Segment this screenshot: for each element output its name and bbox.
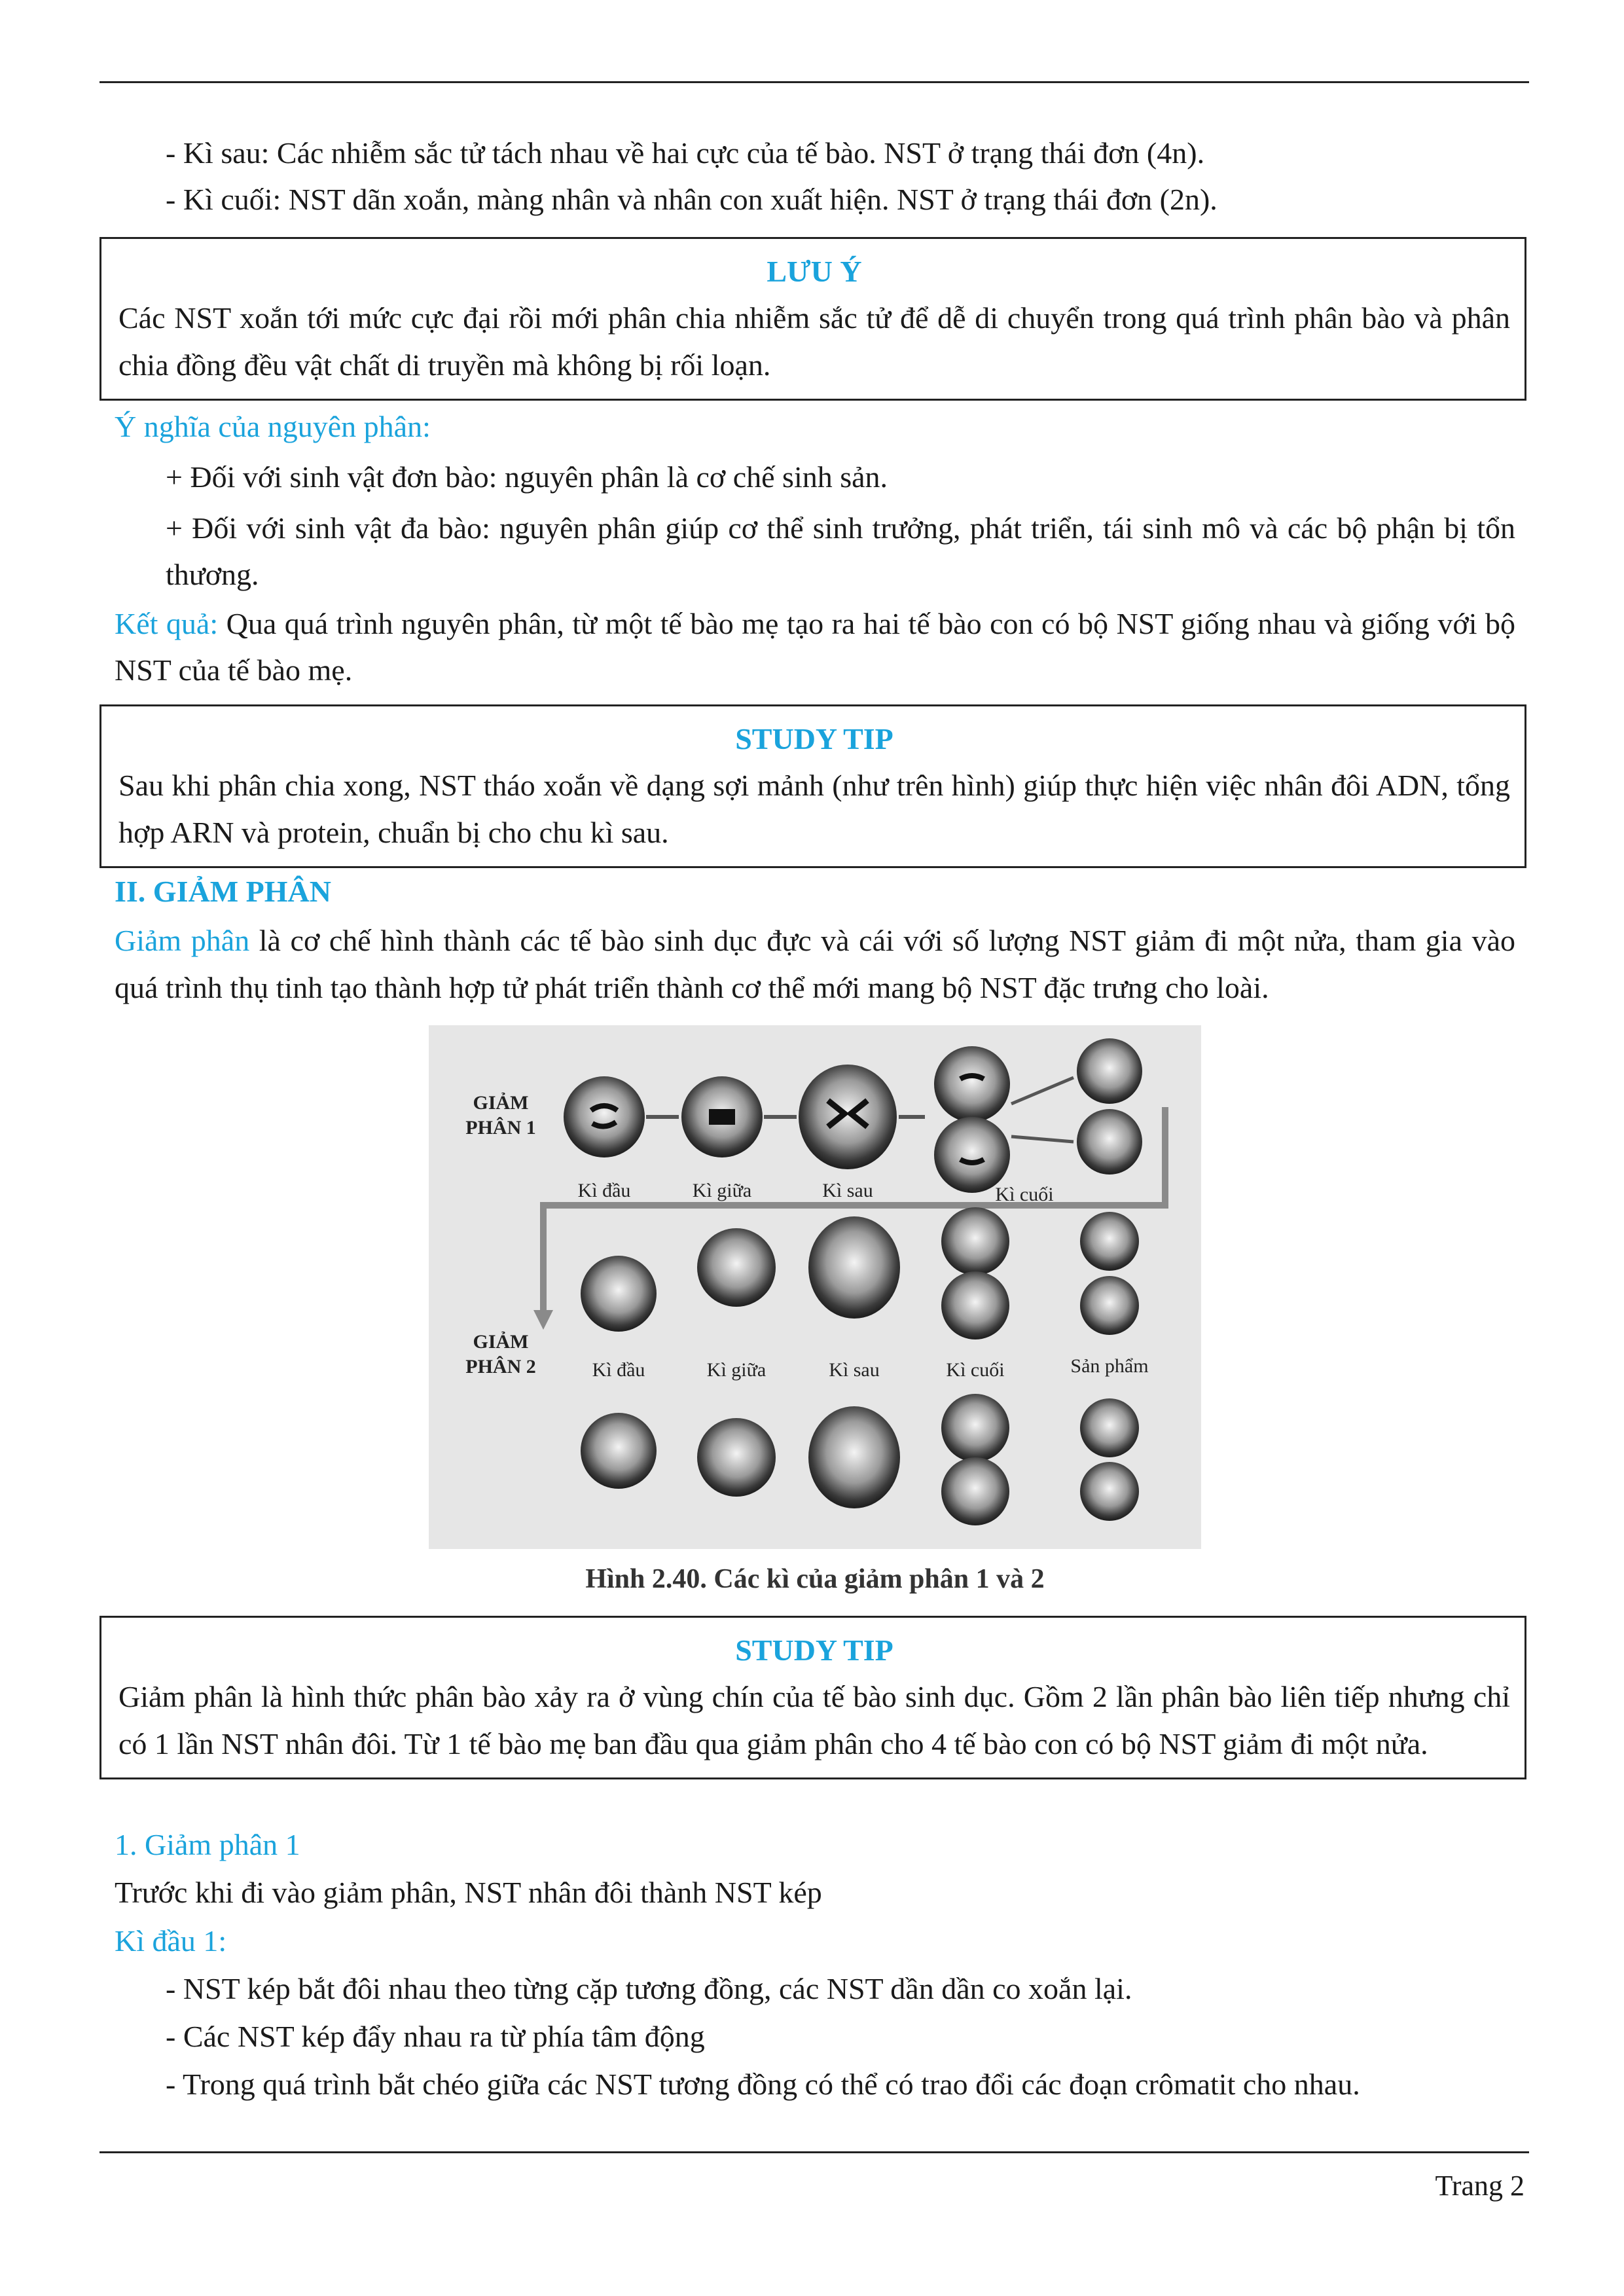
r1-cell-telophase-b xyxy=(934,1117,1010,1193)
prophase1-bullet-3: - Trong quá trình bắt chéo giữa các NST tương đồng có thể có trao đổi các đoạn crômatit cho nhau. xyxy=(166,2068,1360,2102)
header-rule xyxy=(99,81,1529,83)
result-text: Qua quá trình nguyên phân, từ một tế bào mẹ tạo ra hai tế bào con có bộ NST giống nhau và giống với bộ NST của tế bào mẹ. xyxy=(115,607,1516,687)
significance-item-multicellular: + Đối với sinh vật đa bào: nguyên phân giúp cơ thể sinh trưởng, phát triển, tái sinh mô và các bộ phận bị tổn thương. xyxy=(166,511,1515,591)
r1-stage-prophase: Kì đầu xyxy=(577,1180,631,1201)
study-tip-2-title: STUDY TIP xyxy=(735,1633,893,1667)
r1-stage-telophase: Kì cuối xyxy=(995,1184,1054,1205)
r1-cell-prophase xyxy=(564,1076,645,1157)
meiosis-term: Giảm phân xyxy=(115,924,250,958)
row1-label-a: GIẢM xyxy=(473,1092,529,1114)
note-box xyxy=(99,237,1526,401)
meiosis1-section xyxy=(115,1821,1515,2108)
page-number: Trang 2 xyxy=(1435,2170,1525,2202)
r1-cell-product-b xyxy=(1077,1109,1142,1175)
note-box-title: LƯU Ý xyxy=(767,255,862,288)
meiosis-definition xyxy=(115,917,1515,1011)
row2-label-b: PHÂN 2 xyxy=(465,1356,536,1377)
anaphase-telophase-lines xyxy=(115,130,1515,223)
r1-stage-anaphase: Kì sau xyxy=(822,1180,873,1201)
r2-stage-anaphase: Kì sau xyxy=(829,1359,880,1381)
prophase1-heading: Kì đầu 1: xyxy=(115,1923,227,1958)
r2-stage-prophase: Kì đầu xyxy=(592,1359,645,1381)
significance-section xyxy=(115,403,1515,694)
meiosis-heading: II. GIẢM PHÂN xyxy=(115,875,331,908)
study-tip-box-1 xyxy=(99,704,1526,868)
meiosis-diagram xyxy=(429,1025,1201,1549)
meiosis-section xyxy=(115,868,1515,1011)
r2-stage-telophase: Kì cuối xyxy=(946,1359,1005,1381)
study-tip-1-text: Sau khi phân chia xong, NST tháo xoắn về dạng sợi mảnh (như trên hình) giúp thực hiện việc nhân đôi ADN, tổng hợp ARN và protein, chuẩn bị cho chu kì sau. xyxy=(118,769,1510,849)
anaphase-line: - Kì sau: Các nhiễm sắc tử tách nhau về hai cực của tế bào. NST ở trạng thái đơn (4n). xyxy=(166,136,1205,170)
meiosis-figure xyxy=(429,1025,1201,1549)
r1-cell-anaphase xyxy=(799,1065,897,1169)
meiosis1-intro: Trước khi đi vào giảm phân, NST nhân đôi thành NST kép xyxy=(115,1876,822,1910)
note-box-text: Các NST xoắn tới mức cực đại rồi mới phân chia nhiễm sắc tử để dễ di chuyển trong quá trình phân bào và phân chia đồng đều vật chất di truyền mà không bị rối loạn. xyxy=(118,301,1510,382)
r2-stage-metaphase: Kì giữa xyxy=(706,1359,767,1381)
figure-caption: Hình 2.40. Các kì của giảm phân 1 và 2 xyxy=(585,1564,1045,1594)
study-tip-box-2 xyxy=(99,1616,1526,1779)
result-paragraph xyxy=(115,600,1515,694)
telophase-line: - Kì cuối: NST dãn xoắn, màng nhân và nhân con xuất hiện. NST ở trạng thái đơn (2n). xyxy=(166,183,1218,217)
r1-cell-product-a xyxy=(1077,1038,1142,1104)
row2-label-a: GIẢM xyxy=(473,1331,529,1353)
significance-item-unicellular: + Đối với sinh vật đơn bào: nguyên phân là cơ chế sinh sản. xyxy=(166,460,888,494)
r1-cell-telophase-a xyxy=(934,1046,1010,1122)
row1-label-b: PHÂN 1 xyxy=(465,1117,536,1139)
r2-stage-product: Sản phẩm xyxy=(1070,1355,1149,1377)
study-tip-2-text: Giảm phân là hình thức phân bào xảy ra ở vùng chín của tế bào sinh dục. Gồm 2 lần phân bào liên tiếp nhưng chỉ có 1 lần NST nhân đôi. Từ 1 tế bào mẹ ban đầu qua giảm phân cho 4 tế bào con có bộ NST giảm đi một nửa. xyxy=(118,1680,1510,1760)
significance-heading: Ý nghĩa của nguyên phân: xyxy=(115,410,431,443)
r1-stage-metaphase: Kì giữa xyxy=(692,1180,752,1201)
study-tip-1-title: STUDY TIP xyxy=(735,722,893,756)
footer-rule xyxy=(99,2151,1529,2153)
prophase1-bullet-1: - NST kép bắt đôi nhau theo từng cặp tương đồng, các NST dần dần co xoắn lại. xyxy=(166,1971,1132,2005)
meiosis-definition-text: là cơ chế hình thành các tế bào sinh dục đực và cái với số lượng NST giảm đi một nửa, tham gia vào quá trình thụ tinh tạo thành hợp tử phát triển thành cơ thể mới mang bộ NST đặc trưng cho loài. xyxy=(115,924,1516,1004)
result-label: Kết quả: xyxy=(115,607,219,641)
meiosis1-heading: 1. Giảm phân 1 xyxy=(115,1828,300,1861)
prophase1-bullet-2: - Các NST kép đẩy nhau ra từ phía tâm động xyxy=(166,2020,705,2054)
